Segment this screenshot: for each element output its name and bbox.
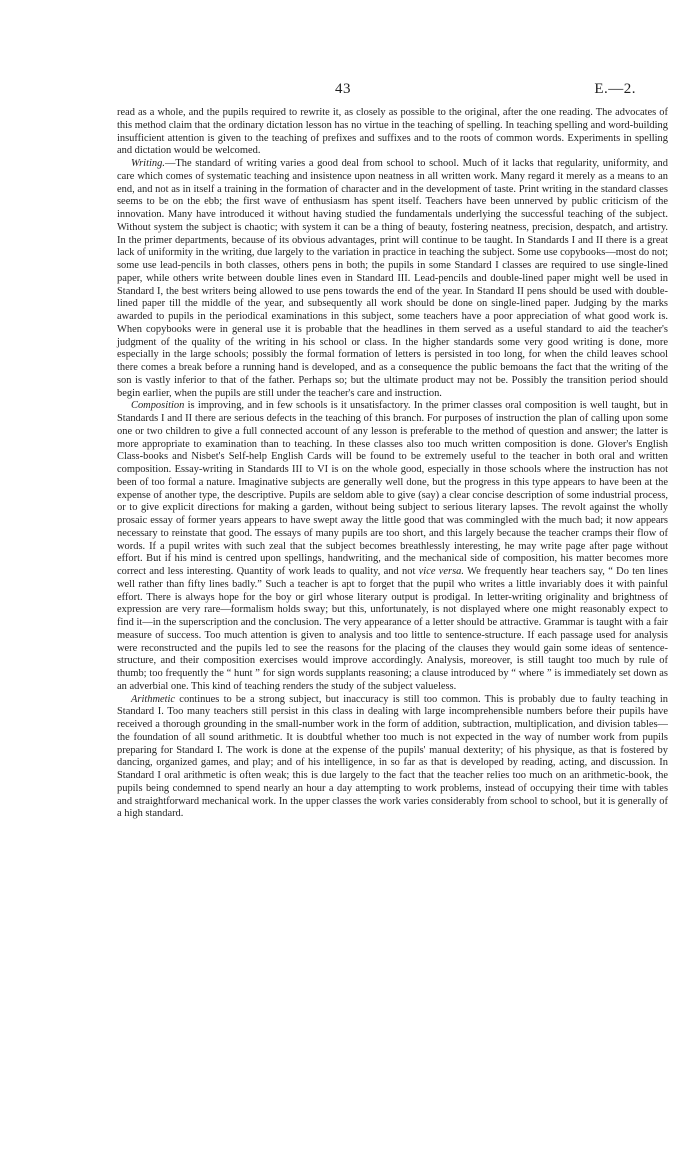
paragraph-heading: Arithmetic (131, 693, 176, 705)
paragraph-heading: Composition (131, 400, 185, 412)
paragraph-text: continues to be a strong subject, but inaccuracy is still too common. This is probably due to faulty teaching in Standard I. Too many teachers still persist in this class in dealing with large incomprehensible numbers before their pupils have received a thorough grounding in the small-number work in the form of addition, subtraction, multiplication, and division tables—the foundation of all sound arithmetic. It is doubtful whether too much is not expected in the way of number work from pupils preparing for Standard I. The work is done at the expense of the pupils' manual dexterity; of his physique, as that is fostered by dancing, organized games, and play; and of his intelligence, in so far as that is developed by reading, acting, and discussion. In Standard I oral arithmetic is often weak; this is due largely to the fact that the teacher relies too much on an arithmetic-book, the pupils being condemned to spend nearly an hour a day attempting to work problems, instead of occupying their time with tables and straightforward mechanical work. In the upper classes the work varies considerably from school to school, but it is generally of a high standard. (117, 693, 668, 820)
paragraph-text: is improving, and in few schools is it unsatisfactory. In the primer classes oral composition is well taught, but in Standards I and II there are serious defects in the teaching of this branch. For purposes of instruction the plan of calling upon some one or two children to give a full connected account of any lesson is preferable to the method of question and answer; the latter is more appropriate to examination than to teaching. In these classes also too much written composition is done. Glover's English Class-books and Nisbet's Self-help English Cards will be found to be extremely useful to the teacher in both oral and written composition. Essay-writing in Standards III to VI is on the whole good, especially in those schools where the instruction has not been of too formal a nature. Imaginative subjects are generally well done, but the progress in this type appears to have been at the expense of another type, the descriptive. Pupils are seldom able to give (say) a clear concise description of some industrial process, or to give explicit directions for making a garden, without being subject to serious literary lapses. The revolt against the wholly prosaic essay of former years appears to have swept away the little good that was commingled with the much bad; it now appears necessary to reinstate that good. The essays of many pupils are too short, and this largely because the teacher cramps their flow of words. If a pupil writes with such zeal that the subject becomes breathlessly interesting, he may write page after page without effort. But if his mind is centred upon spellings, handwriting, and the mechanical side of composition, his matter becomes more correct and less interesting. Quantity of work leads to quality, and not (117, 400, 668, 577)
page-number: 43 (335, 81, 351, 97)
paragraph-text: —The standard of writing varies a good deal from school to school. Much of it lacks that regularity, uniformity, and care which comes of systematic teaching and insistence upon neatness in all written work. Many regard it merely as a means to an end, and not as in itself a training in the formation of character and in the development of taste. Print writing in the standard classes seems to be on the ebb; the first wave of enthusiasm has spent itself. Teachers have been unnerved by public criticism of the innovation. Many have introduced it without having studied the fundamentals underlying the successful teaching of the subject. Without system the subject is chaotic; with system it can be a thing of beauty, fostering neatness, precision, despatch, and artistry. In the primer departments, because of its obvious advantages, print will continue to be taught. In Standards I and II there is a great lack of uniformity in the writing, due largely to the variation in practice in teaching the subject. Some use copybooks—most do not; some use lead-pencils in both classes, others pens in both; the pupils in some Standard I classes are required to use single-lined paper, while others write between double lines even in Standard III. Lead-pencils and double-lined paper might well be used in Standard I, the best writers being allowed to use pens towards the end of the year. In Standard II pens should be used with double-lined paper till the middle of the year, and subsequently all work should be done on single-lined paper. Judging by the marks awarded to pupils in the periodical examinations in this subject, some teachers have a poor appreciation of what good work is. When copybooks were in general use it is probable that the headlines in them served as a useful standard to aid the teacher's judgment of the quality of the writing in his school or class. In the higher standards some very good writing is done, more especially in the large schools; possibly the formal formation of letters is persisted in too long, for when the child leaves school there comes a break before a running hand is developed, and as a consequence the public bemoans the fact that the writing of the son is vastly inferior to that of the father. Perhaps so; but the ultimate product may not be. Possibly the transition period should begin earlier, when the pupils are still under the teacher's care and instruction. (117, 158, 668, 399)
body-text (117, 107, 668, 821)
paragraph-text-continued: We frequently hear teachers say, “ Do ten lines well rather than fifty lines badly.” Such a teacher is apt to forget that the pupil who writes a little invariably does it with painful effort. There is always hope for the boy or girl whose literary output is prodigal. In letter-writing originality and brightness of expression are very rare—formalism holds sway; but this, unfortunately, is not displayed where one might reasonably expect to find it—in the superscription and the conclusion. The very appearance of a letter should be attractive. Grammar is taught with a fair measure of success. Too much attention is given to analysis and too little to sentence-structure. If each passage used for analysis were reconstructed and the pupils led to see the reasons for the placing of the clauses they would gain some ideas of sentence-structure, and their composition exercises would improve accordingly. Analysis, moreover, is still taught too much by rule of thumb; too frequently the “ hunt ” for sign words supplants reasoning; a clause introduced by “ where ” is immediately set down as an adverbial one. This kind of teaching renders the study of the subject valueless. (117, 566, 668, 692)
paragraph-text: read as a whole, and the pupils required to rewrite it, as closely as possible to the original, after the one reading. The advocates of this method claim that the ordinary dictation lesson has no virtue in the teaching of spelling. In teaching spelling and word-building insufficient attention is given to the teaching of prefixes and suffixes and to the roots of common words. Experiments in spelling and dictation would be welcomed. (117, 107, 668, 157)
paragraph-italic-phrase: vice versa. (418, 566, 464, 577)
paragraph-writing (117, 158, 668, 400)
paragraph-heading: Writing. (131, 158, 165, 169)
document-reference: E.—2. (594, 81, 636, 97)
paragraph-arithmetic (117, 694, 668, 822)
paragraph-composition (117, 400, 668, 693)
paragraph-dictation-continued (117, 107, 668, 158)
